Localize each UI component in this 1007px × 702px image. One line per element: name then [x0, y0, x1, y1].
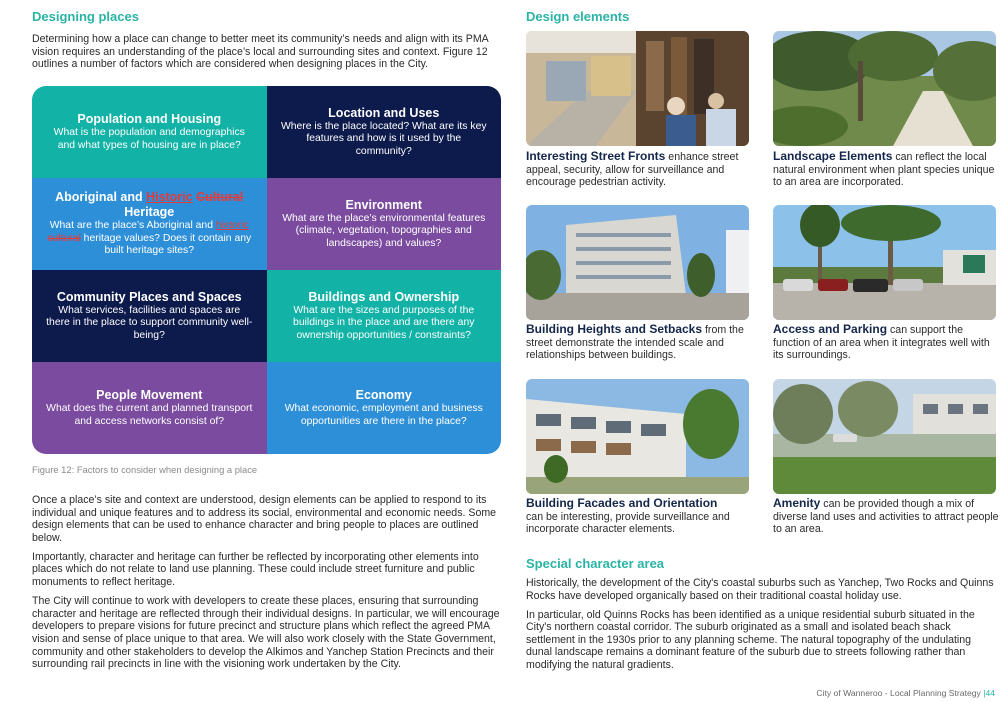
design-element-caption	[526, 323, 752, 362]
element-title: Landscape Elements	[773, 149, 893, 163]
tile-title	[55, 190, 243, 220]
element-text: can reflect the local natural environment when plant species unique to an area are incorporated.	[773, 151, 995, 189]
tile-environment	[267, 178, 502, 270]
element-title: Building Facades and Orientation	[526, 496, 718, 510]
tile-community-places	[32, 270, 267, 362]
element-title: Building Heights and Setbacks	[526, 322, 703, 336]
page-number: 44	[985, 688, 995, 698]
element-text: from the street demonstrate the intended scale and relationships between buildings.	[526, 324, 744, 362]
title-part: Heritage	[124, 205, 175, 220]
element-text: can be interesting, provide surveillance and incorporate character elements.	[526, 510, 730, 536]
tile-title: Buildings and Ownership	[308, 289, 460, 304]
factors-figure	[32, 86, 501, 454]
element-text: can support the function of an area when it integrates well with its surroundings.	[773, 324, 990, 362]
tile-description: Where is the place located? What are its key features and how is it used by the community?	[280, 120, 487, 157]
tile-description: What are the sizes and purposes of the buildings in the place and are there any ownership opportunities / constraints?	[293, 304, 475, 341]
paragraph: Once a place’s site and context are understood, design elements can be applied to respond to its individual and unique features and to address its social, environmental and economic needs. Some design elements that can be used to enhance character and bring people to places are outlined below.	[32, 494, 497, 544]
access-parking-photo	[773, 205, 996, 320]
left-body-text	[32, 494, 502, 677]
element-text: can be provided though a mix of diverse land uses and activities to attract people to an area.	[773, 498, 999, 536]
tile-population-housing	[32, 86, 267, 178]
element-title: Access and Parking	[773, 322, 888, 336]
tracked-deletion: cultural	[47, 232, 81, 244]
design-element-caption	[526, 497, 752, 536]
tile-aboriginal-heritage	[32, 178, 267, 270]
desc-part: heritage values? Does it contain any built heritage sites?	[80, 232, 252, 257]
amenity-photo	[773, 379, 996, 494]
paragraph: Importantly, character and heritage can further be reflected by incorporating other elements into places which do not relate to land use planning. These could include street furniture and public monuments to reflect heritage.	[32, 550, 479, 589]
tile-title: Community Places and Spaces	[56, 289, 242, 304]
paragraph: In particular, old Quinns Rocks has been identified as a unique residential suburb situated in the City's northern coastal corridor. The suburb originated as a small and isolated beach shack settlement in the 1930s prior to any planning scheme. The natural topography of the undulating dunal landscape remains a dominant feature of the suburb due to streets following rather than modifying the natural gradients.	[526, 608, 975, 672]
design-element-caption	[773, 323, 999, 362]
special-character-text	[526, 577, 996, 678]
element-title: Amenity	[773, 496, 821, 510]
paragraph: Historically, the development of the City's coastal suburbs such as Yanchep, Two Rocks and Quinns Rocks have developed organically based on their traditional coastal holiday use.	[526, 577, 994, 602]
tile-description	[46, 220, 253, 258]
tile-title: Location and Uses	[328, 105, 440, 120]
design-element-caption	[526, 150, 752, 189]
building-facades-photo	[526, 379, 749, 494]
tracked-deletion: Cultural	[196, 190, 244, 205]
footer-doc-title: City of Wanneroo - Local Planning Strategy	[816, 688, 981, 698]
footer-separator: |	[983, 688, 986, 698]
element-title: Interesting Street Fronts	[526, 149, 666, 163]
design-elements-heading: Design elements	[526, 9, 630, 24]
tile-description: What economic, employment and business opportunities are there in the place?	[284, 402, 483, 427]
paragraph: The City will continue to work with developers to create these places, ensuring that surrounding character and heritage are reflected through their individual designs. In particular, we will encourage developers to prepare visions for future precinct and structure plans which reflect the agreed PMA vision and sense of place unique to that area. We will also work closely with the State Government, community and other stakeholders to develop the Alkimos and Yanchep Station Precincts and their surrounding rail precincts in line with the visioning work undertaken by the City.	[32, 595, 500, 671]
tile-economy	[267, 362, 502, 454]
design-element-caption	[773, 150, 999, 189]
tile-description: What services, facilities and spaces are there in the place to support community well-being?	[46, 304, 253, 341]
intro-paragraph: Determining how a place can change to better meet its community’s needs and align with its PMA vision requires an understanding of the place’s local and surrounding sites and context. Figure 12 outlines a number of factors which are considered when designing places in the City.	[32, 33, 489, 71]
tile-description: What is the population and demographics and what types of housing are in place?	[53, 126, 245, 151]
design-element-caption	[773, 497, 999, 536]
landscape-photo	[773, 31, 996, 146]
tile-description: What are the place’s environmental features (climate, vegetation, topographies and landscapes) and values?	[282, 212, 486, 249]
designing-places-heading: Designing places	[32, 9, 139, 24]
title-part: Aboriginal and	[55, 190, 147, 205]
page-footer	[816, 688, 995, 698]
street-fronts-photo	[526, 31, 749, 146]
tile-description: What does the current and planned transport and access networks consist of?	[46, 402, 253, 427]
tile-buildings-ownership	[267, 270, 502, 362]
special-character-heading: Special character area	[526, 556, 665, 571]
element-text: enhance street appeal, security, allow for surveillance and encourage pedestrian activity.	[526, 151, 739, 189]
tracked-insertion: historic	[215, 220, 249, 232]
tile-title: Environment	[345, 197, 422, 212]
tile-title: Population and Housing	[77, 111, 222, 126]
figure-caption: Figure 12: Factors to consider when designing a place	[32, 464, 258, 475]
tile-title: People Movement	[96, 387, 203, 402]
tile-location-uses	[267, 86, 502, 178]
tile-title: Economy	[355, 387, 412, 402]
desc-part: What are the place’s Aboriginal and	[49, 220, 216, 232]
tile-people-movement	[32, 362, 267, 454]
left-column	[32, 9, 502, 71]
building-heights-photo	[526, 205, 749, 320]
tracked-insertion: Historic	[146, 190, 193, 205]
